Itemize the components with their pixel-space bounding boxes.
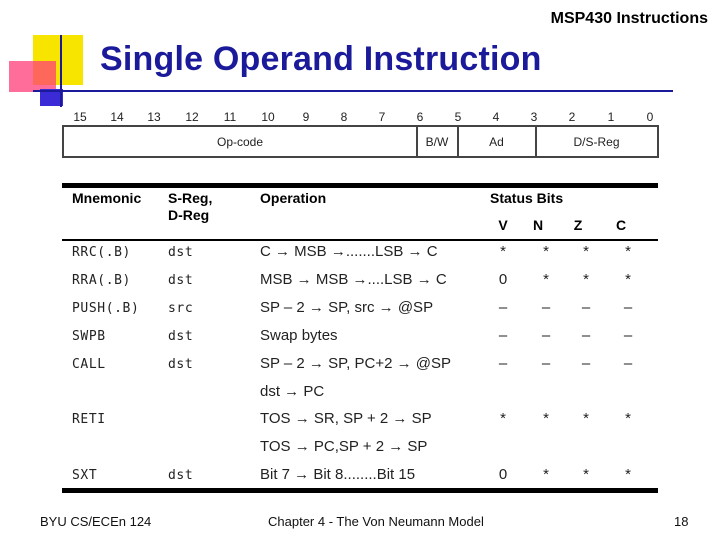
bit-number: 10 [261, 110, 275, 124]
row-flag-z: * [583, 466, 589, 483]
row-operand: dst [168, 273, 194, 288]
footer-course: BYU CS/ECEn 124 [40, 514, 152, 529]
bit-number: 0 [646, 110, 654, 124]
slide-title: Single Operand Instruction [100, 40, 542, 78]
bit-number: 6 [416, 110, 424, 124]
header-operation: Operation [260, 190, 327, 206]
row-flag-c: * [625, 271, 631, 288]
row-flag-v: * [500, 410, 506, 427]
row-flag-c: – [623, 299, 633, 316]
row-mnemonic: RRA(.B) [72, 273, 131, 288]
row-flag-c: – [623, 355, 633, 372]
row-operand: dst [168, 357, 194, 372]
row-flag-v: – [498, 355, 508, 372]
bit-number: 12 [185, 110, 199, 124]
instruction-format-box [62, 125, 659, 158]
row-mnemonic: PUSH(.B) [72, 301, 140, 316]
row-operation: MSB → MSB →....LSB → C [260, 271, 447, 288]
row-flag-c: * [625, 466, 631, 483]
row-operation: SP – 2 → SP, src → @SP [260, 299, 434, 316]
bit-number: 4 [492, 110, 500, 124]
row-flag-n: * [543, 410, 549, 427]
row-operand: src [168, 301, 194, 316]
footer-chapter: Chapter 4 - The Von Neumann Model [268, 514, 484, 529]
row-flag-n: * [543, 271, 549, 288]
bit-number: 1 [607, 110, 615, 124]
row-flag-z: – [581, 327, 591, 344]
row-flag-z: * [583, 410, 589, 427]
header-dreg: D-Reg [168, 207, 210, 223]
row-operand: dst [168, 245, 194, 260]
footer-page-number: 18 [674, 514, 689, 529]
header-mnemonic: Mnemonic [72, 190, 142, 206]
field-opcode: Op-code [216, 134, 264, 149]
row-mnemonic: SXT [72, 468, 98, 483]
row-flag-n: – [541, 355, 551, 372]
bit-number: 15 [73, 110, 87, 124]
row-flag-z: * [583, 243, 589, 260]
bit-number: 8 [340, 110, 348, 124]
bit-number: 9 [302, 110, 310, 124]
row-mnemonic: RETI [72, 412, 106, 427]
table-header-rule [62, 239, 658, 241]
row-flag-n: * [543, 243, 549, 260]
row-operation: C → MSB →.......LSB → C [260, 243, 438, 260]
row-operation: dst → PC [260, 383, 325, 400]
row-flag-z: – [581, 299, 591, 316]
row-flag-v: 0 [498, 466, 508, 483]
row-operation: TOS → SR, SP + 2 → SP [260, 410, 432, 427]
bit-number: 14 [110, 110, 124, 124]
bit-number: 2 [568, 110, 576, 124]
row-operation: SP – 2 → SP, PC+2 → @SP [260, 355, 452, 372]
header-sreg: S-Reg, [168, 190, 213, 206]
field-bw: B/W [425, 134, 449, 149]
row-mnemonic: SWPB [72, 329, 106, 344]
row-operation: Bit 7 → Bit 8........Bit 15 [260, 466, 416, 483]
field-ad: Ad [489, 134, 504, 149]
row-flag-n: * [543, 466, 549, 483]
row-operation: TOS → PC,SP + 2 → SP [260, 438, 428, 455]
row-flag-v: – [498, 299, 508, 316]
header-c: C [615, 217, 627, 233]
bit-number: 13 [147, 110, 161, 124]
field-ds-reg: D/S-Reg [573, 134, 620, 149]
bit-numbers [62, 110, 659, 124]
row-operand: dst [168, 329, 194, 344]
decor-red-square [9, 61, 56, 92]
row-flag-z: * [583, 271, 589, 288]
row-operand: dst [168, 468, 194, 483]
table-top-rule [62, 183, 658, 188]
row-mnemonic: CALL [72, 357, 106, 372]
row-flag-c: * [625, 410, 631, 427]
header-status-bits: Status Bits [490, 190, 564, 206]
bit-number: 5 [454, 110, 462, 124]
row-flag-c: * [625, 243, 631, 260]
bit-number: 11 [223, 110, 237, 124]
header-z: Z [573, 217, 583, 233]
row-flag-n: – [541, 299, 551, 316]
header-v: V [498, 217, 508, 233]
bit-number: 3 [530, 110, 538, 124]
row-flag-v: * [500, 243, 506, 260]
row-operation: Swap bytes [260, 327, 338, 344]
table-bottom-rule [62, 488, 658, 493]
row-flag-v: 0 [498, 271, 508, 288]
decor-vertical-line [60, 35, 62, 107]
bit-number: 7 [378, 110, 386, 124]
decor-horizontal-line [33, 90, 673, 92]
course-title: MSP430 Instructions [550, 10, 708, 27]
header-n: N [532, 217, 544, 233]
row-flag-v: – [498, 327, 508, 344]
row-flag-c: – [623, 327, 633, 344]
row-flag-n: – [541, 327, 551, 344]
row-flag-z: – [581, 355, 591, 372]
row-mnemonic: RRC(.B) [72, 245, 131, 260]
